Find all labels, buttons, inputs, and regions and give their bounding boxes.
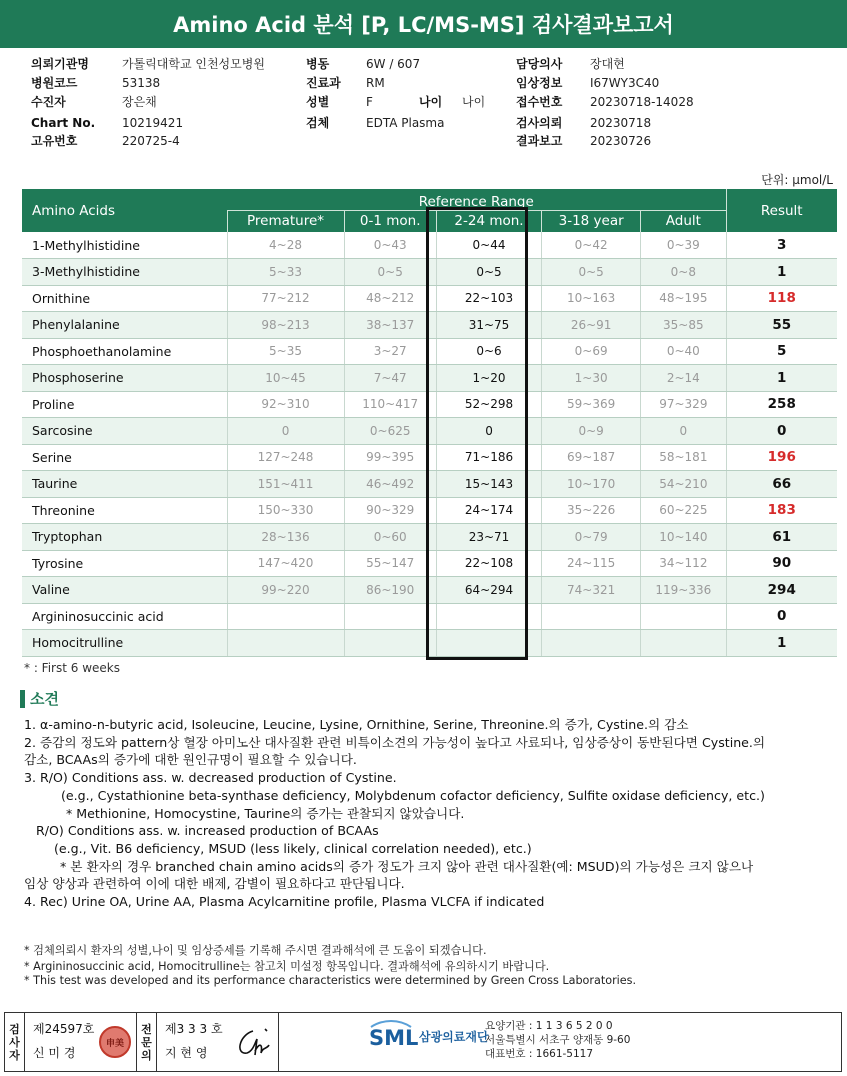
range-cell: 0~44 (436, 232, 541, 259)
table-row (22, 497, 837, 524)
age-label: 나이 (419, 95, 443, 109)
table-row (22, 471, 837, 498)
info-label: 접수번호 (516, 95, 563, 109)
lab-code: 요양기관 : 1 1 3 6 5 2 0 0 (485, 1020, 613, 1032)
range-cell: 0~5 (344, 259, 436, 286)
info-value: I67WY3C40 (590, 76, 660, 90)
range-column-header: Premature* (227, 210, 344, 232)
range-cell: 98~213 (227, 312, 344, 339)
range-cell: 119~336 (641, 577, 726, 604)
range-cell: 48~195 (641, 285, 726, 312)
info-value: 장은채 (122, 95, 157, 109)
info-label: 의뢰기관명 (31, 57, 89, 71)
unit-label: 단위: μmol/L (761, 173, 833, 187)
info-label: 진료과 (306, 76, 341, 90)
table-row (22, 232, 837, 259)
amino-acid-name: Homocitrulline (22, 630, 227, 657)
range-cell: 5~33 (227, 259, 344, 286)
range-cell: 64~294 (436, 577, 541, 604)
range-cell: 0~8 (641, 259, 726, 286)
table-row (22, 577, 837, 604)
comment-line: 감소, BCAAs의 증가에 대한 원인규명이 필요할 수 있습니다. (24, 752, 357, 767)
info-label: 병원코드 (31, 76, 78, 90)
range-cell: 38~137 (344, 312, 436, 339)
info-label: 검사의뢰 (516, 116, 563, 130)
range-cell: 147~420 (227, 550, 344, 577)
range-cell: 0~60 (344, 524, 436, 551)
info-value: F (366, 95, 373, 109)
signature-footer (4, 1012, 842, 1072)
table-row (22, 603, 837, 630)
result-cell: 0 (726, 418, 837, 445)
lab-logo (369, 1021, 489, 1051)
range-cell: 69~187 (542, 444, 641, 471)
reviewer-label: 전 문 의 (137, 1013, 157, 1071)
range-cell: 10~170 (542, 471, 641, 498)
range-cell: 10~45 (227, 365, 344, 392)
range-cell (641, 603, 726, 630)
info-value: 10219421 (122, 116, 184, 130)
table-row (22, 391, 837, 418)
range-cell: 150~330 (227, 497, 344, 524)
info-value: 20230726 (590, 134, 652, 148)
amino-acid-name: Argininosuccinic acid (22, 603, 227, 630)
info-value: 20230718-14028 (590, 95, 694, 109)
table-row (22, 418, 837, 445)
range-cell: 48~212 (344, 285, 436, 312)
range-cell: 23~71 (436, 524, 541, 551)
range-cell: 35~226 (542, 497, 641, 524)
result-cell: 258 (726, 391, 837, 418)
reviewer-box (157, 1013, 279, 1071)
range-cell: 92~310 (227, 391, 344, 418)
info-label: 검체 (306, 116, 330, 130)
reviewer-number: 제3 3 3 호 (165, 1022, 223, 1036)
range-cell: 0 (641, 418, 726, 445)
inspector-name: 신 미 경 (33, 1046, 76, 1060)
info-value: 6W / 607 (366, 57, 421, 71)
range-cell: 58~181 (641, 444, 726, 471)
range-cell: 86~190 (344, 577, 436, 604)
reviewer-name: 지 현 영 (165, 1046, 208, 1060)
inspector-number: 제24597호 (33, 1022, 95, 1036)
range-cell: 54~210 (641, 471, 726, 498)
range-cell: 90~329 (344, 497, 436, 524)
comment-line: (e.g., Vit. B6 deficiency, MSUD (less likely, clinical correlation needed), etc.) (54, 841, 532, 856)
table-row (22, 285, 837, 312)
info-value: EDTA Plasma (366, 116, 445, 130)
result-cell: 1 (726, 365, 837, 392)
range-cell: 127~248 (227, 444, 344, 471)
range-cell (436, 603, 541, 630)
range-column-header: 0-1 mon. (344, 210, 436, 232)
info-value: 53138 (122, 76, 161, 90)
info-label: 성별 (306, 95, 330, 109)
amino-acid-name: Sarcosine (22, 418, 227, 445)
info-value: 220725-4 (122, 134, 180, 148)
range-cell: 0~79 (542, 524, 641, 551)
amino-acid-name: Taurine (22, 471, 227, 498)
range-cell: 34~112 (641, 550, 726, 577)
amino-acid-name: Proline (22, 391, 227, 418)
result-cell: 0 (726, 603, 837, 630)
table-row (22, 259, 837, 286)
info-label: 결과보고 (516, 134, 563, 148)
table-row (22, 550, 837, 577)
range-cell: 0~42 (542, 232, 641, 259)
inspector-box (25, 1013, 137, 1071)
range-cell: 0~5 (436, 259, 541, 286)
range-cell (542, 630, 641, 657)
range-cell: 52~298 (436, 391, 541, 418)
amino-acid-name: Ornithine (22, 285, 227, 312)
info-label: 병동 (306, 57, 330, 71)
range-cell (227, 630, 344, 657)
footer-note: * This test was developed and its performance characteristics were determined by Green Cross Laboratories. (24, 974, 637, 987)
range-cell: 22~103 (436, 285, 541, 312)
range-cell: 35~85 (641, 312, 726, 339)
comment-title-bar (20, 690, 25, 708)
range-cell: 1~20 (436, 365, 541, 392)
comment-line: (e.g., Cystathionine beta-synthase deficiency, Molybdenum cofactor deficiency, Sulfite oxidase deficiency, etc.) (61, 788, 765, 803)
range-cell: 0~6 (436, 338, 541, 365)
range-column-header: Adult (641, 210, 726, 232)
table-row (22, 524, 837, 551)
range-column-header: 2-24 mon. (436, 210, 541, 232)
range-cell: 60~225 (641, 497, 726, 524)
range-cell: 24~115 (542, 550, 641, 577)
table-row (22, 312, 837, 339)
range-cell (436, 630, 541, 657)
range-cell: 0~40 (641, 338, 726, 365)
comment-title (20, 688, 59, 709)
result-cell: 183 (726, 497, 837, 524)
range-cell: 99~395 (344, 444, 436, 471)
range-cell: 151~411 (227, 471, 344, 498)
range-cell: 4~28 (227, 232, 344, 259)
range-cell: 10~163 (542, 285, 641, 312)
result-cell: 61 (726, 524, 837, 551)
info-value: 20230718 (590, 116, 652, 130)
range-cell: 10~140 (641, 524, 726, 551)
result-cell: 118 (726, 285, 837, 312)
range-cell: 0 (436, 418, 541, 445)
range-cell: 15~143 (436, 471, 541, 498)
comment-line: 2. 증감의 정도와 pattern상 혈장 아미노산 대사질환 관련 비특이소견의 가능성이 높다고 사료되나, 임상증상이 동반된다면 Cystine.의 (24, 735, 766, 750)
range-cell: 110~417 (344, 391, 436, 418)
result-cell: 196 (726, 444, 837, 471)
range-cell: 0~39 (641, 232, 726, 259)
range-cell: 5~35 (227, 338, 344, 365)
result-cell: 3 (726, 232, 837, 259)
range-cell: 0 (227, 418, 344, 445)
range-cell: 24~174 (436, 497, 541, 524)
age-value: 나이 (462, 95, 486, 109)
amino-acid-name: Tryptophan (22, 524, 227, 551)
lab-phone: 대표번호 : 1661-5117 (485, 1048, 594, 1060)
amino-acid-name: Serine (22, 444, 227, 471)
amino-acid-name: Threonine (22, 497, 227, 524)
info-label: 임상정보 (516, 76, 563, 90)
table-row (22, 338, 837, 365)
range-cell: 22~108 (436, 550, 541, 577)
range-cell: 0~5 (542, 259, 641, 286)
result-cell: 1 (726, 630, 837, 657)
result-cell: 55 (726, 312, 837, 339)
table-row (22, 365, 837, 392)
amino-acid-name: 1-Methylhistidine (22, 232, 227, 259)
amino-acid-table (22, 189, 837, 657)
comment-line: R/O) Conditions ass. w. increased production of BCAAs (36, 823, 379, 838)
seal-stamp-icon: 申美 (99, 1026, 131, 1058)
range-column-header: 3-18 year (542, 210, 641, 232)
range-cell: 0~625 (344, 418, 436, 445)
range-cell (641, 630, 726, 657)
amino-acid-name: Valine (22, 577, 227, 604)
comment-line: * Methionine, Homocystine, Taurine의 증가는 관찰되지 않았습니다. (66, 806, 465, 821)
range-cell: 1~30 (542, 365, 641, 392)
range-cell (542, 603, 641, 630)
comment-line: * 본 환자의 경우 branched chain amino acids의 증가 정도가 크지 않아 관련 대사질환(예: MSUD)의 가능성은 크지 않으나 (60, 859, 754, 874)
result-cell: 66 (726, 471, 837, 498)
amino-acid-name: 3-Methylhistidine (22, 259, 227, 286)
range-cell (344, 630, 436, 657)
range-cell: 97~329 (641, 391, 726, 418)
result-cell: 5 (726, 338, 837, 365)
info-label: 고유번호 (31, 134, 78, 148)
lab-address: 서울특별시 서초구 양재동 9-60 (485, 1034, 631, 1046)
lab-info (485, 1019, 630, 1061)
info-value: RM (366, 76, 385, 90)
info-value: 장대현 (590, 57, 625, 71)
range-cell: 55~147 (344, 550, 436, 577)
range-cell (344, 603, 436, 630)
amino-acid-name: Tyrosine (22, 550, 227, 577)
sml-logo-icon (369, 1021, 419, 1051)
info-label: Chart No. (31, 116, 96, 130)
amino-acids-header: Amino Acids (22, 189, 227, 232)
footer-note: * Argininosuccinic acid, Homocitrulline는 참고치 미설정 항목입니다. 결과해석에 유의하시기 바랍니다. (24, 960, 550, 973)
lab-name: 삼광의료재단 (419, 1029, 489, 1044)
info-label: 담당의사 (516, 57, 563, 71)
comment-line: 4. Rec) Urine OA, Urine AA, Plasma Acylcarnitine profile, Plasma VLCFA if indicated (24, 894, 545, 909)
comment-line: 임상 양상과 관련하여 이에 대한 배제, 감별이 필요하다고 판단됩니다. (24, 876, 405, 891)
table-row (22, 444, 837, 471)
comment-line: 1. α-amino-n-butyric acid, Isoleucine, Leucine, Lysine, Ornithine, Serine, Threonine.의 증가, Cystine.의 감소 (24, 717, 689, 732)
comment-title-text: 소견 (30, 690, 59, 708)
table-footnote: * : First 6 weeks (24, 661, 120, 675)
range-cell: 3~27 (344, 338, 436, 365)
comment-line: 3. R/O) Conditions ass. w. decreased production of Cystine. (24, 770, 397, 785)
range-cell: 26~91 (542, 312, 641, 339)
result-cell: 294 (726, 577, 837, 604)
table-row (22, 630, 837, 657)
result-header: Result (726, 189, 837, 232)
range-cell: 0~9 (542, 418, 641, 445)
info-value: 가톨릭대학교 인천성모병원 (122, 57, 265, 71)
info-label: 수진자 (31, 95, 66, 109)
range-cell: 28~136 (227, 524, 344, 551)
report-title: Amino Acid 분석 [P, LC/MS-MS] 검사결과보고서 (0, 0, 847, 48)
range-cell: 0~43 (344, 232, 436, 259)
range-cell: 7~47 (344, 365, 436, 392)
amino-acid-name: Phosphoethanolamine (22, 338, 227, 365)
range-cell: 2~14 (641, 365, 726, 392)
range-cell: 59~369 (542, 391, 641, 418)
amino-acid-name: Phenylalanine (22, 312, 227, 339)
range-cell (227, 603, 344, 630)
signature-icon (231, 1021, 273, 1061)
range-cell: 31~75 (436, 312, 541, 339)
reference-range-header: Reference Range (227, 189, 726, 210)
result-cell: 90 (726, 550, 837, 577)
range-cell: 71~186 (436, 444, 541, 471)
range-cell: 99~220 (227, 577, 344, 604)
footer-note: * 검체의뢰시 환자의 성별,나이 및 임상증세를 기록해 주시면 결과해석에 큰 도움이 되겠습니다. (24, 944, 487, 957)
inspector-label: 검 사 자 (5, 1013, 25, 1071)
sml-logo-text: SML (369, 1026, 419, 1050)
result-cell: 1 (726, 259, 837, 286)
range-cell: 0~69 (542, 338, 641, 365)
range-cell: 74~321 (542, 577, 641, 604)
amino-acid-name: Phosphoserine (22, 365, 227, 392)
range-cell: 46~492 (344, 471, 436, 498)
patient-info (0, 0, 847, 160)
range-cell: 77~212 (227, 285, 344, 312)
